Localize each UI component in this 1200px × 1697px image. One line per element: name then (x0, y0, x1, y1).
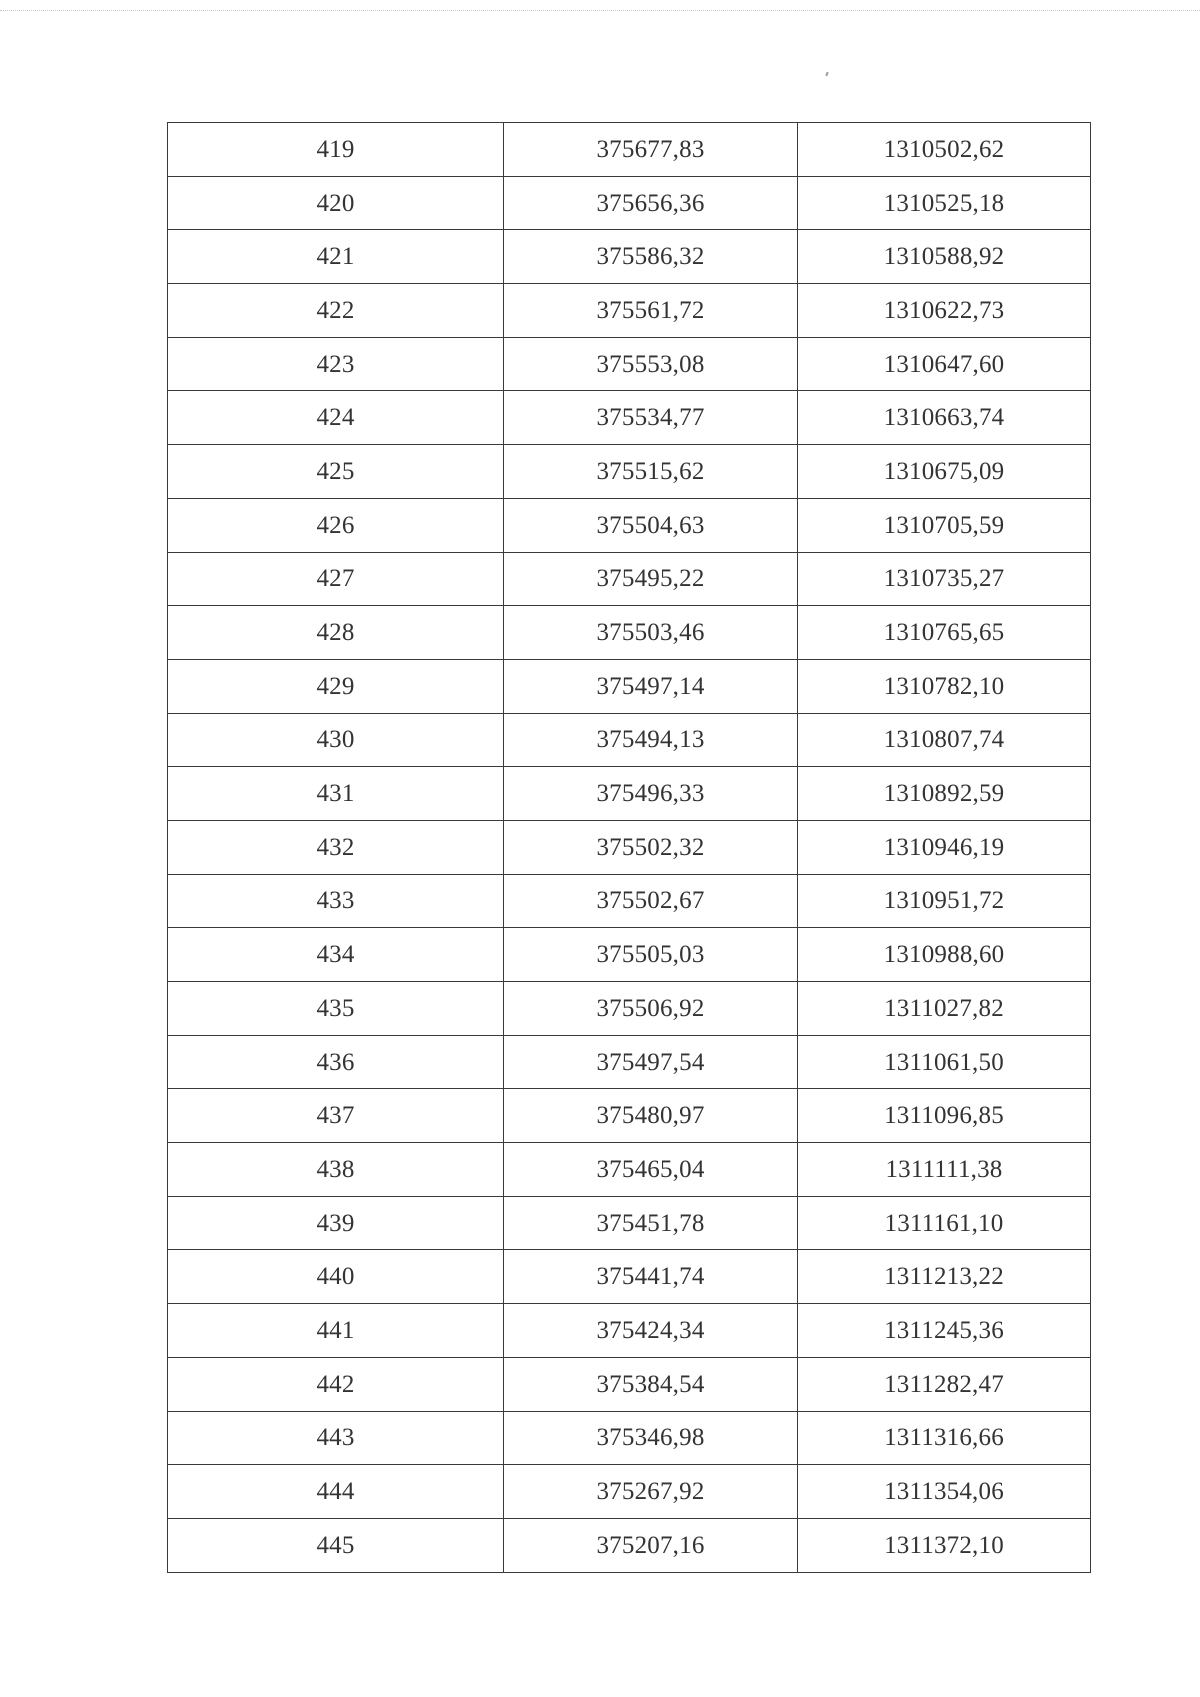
y-coordinate-cell: 1311213,22 (798, 1250, 1091, 1304)
x-coordinate-cell: 375497,54 (504, 1035, 798, 1089)
table-row (168, 552, 1091, 606)
x-coordinate-cell: 375502,67 (504, 874, 798, 928)
x-coordinate-cell: 375534,77 (504, 391, 798, 445)
table-row (168, 445, 1091, 499)
table-row (168, 1035, 1091, 1089)
table-row (168, 1143, 1091, 1197)
y-coordinate-cell: 1310946,19 (798, 820, 1091, 874)
x-coordinate-cell: 375505,03 (504, 928, 798, 982)
y-coordinate-cell: 1311061,50 (798, 1035, 1091, 1089)
point-number-cell: 445 (168, 1518, 504, 1572)
point-number-cell: 426 (168, 498, 504, 552)
point-number-cell: 442 (168, 1357, 504, 1411)
point-number-cell: 422 (168, 284, 504, 338)
point-number-cell: 424 (168, 391, 504, 445)
x-coordinate-cell: 375506,92 (504, 982, 798, 1036)
table-row (168, 1465, 1091, 1519)
y-coordinate-cell: 1311027,82 (798, 982, 1091, 1036)
y-coordinate-cell: 1311282,47 (798, 1357, 1091, 1411)
table-row (168, 123, 1091, 177)
x-coordinate-cell: 375346,98 (504, 1411, 798, 1465)
table-row (168, 1089, 1091, 1143)
point-number-cell: 425 (168, 445, 504, 499)
table-row (168, 1518, 1091, 1572)
x-coordinate-cell: 375515,62 (504, 445, 798, 499)
y-coordinate-cell: 1310892,59 (798, 767, 1091, 821)
point-number-cell: 439 (168, 1196, 504, 1250)
coordinates-table (167, 122, 1091, 1573)
point-number-cell: 419 (168, 123, 504, 177)
y-coordinate-cell: 1311354,06 (798, 1465, 1091, 1519)
y-coordinate-cell: 1311372,10 (798, 1518, 1091, 1572)
table-row (168, 498, 1091, 552)
table-row (168, 176, 1091, 230)
table-row (168, 713, 1091, 767)
x-coordinate-cell: 375451,78 (504, 1196, 798, 1250)
coordinates-table-body (168, 123, 1091, 1573)
point-number-cell: 427 (168, 552, 504, 606)
table-row (168, 337, 1091, 391)
table-row (168, 1304, 1091, 1358)
x-coordinate-cell: 375441,74 (504, 1250, 798, 1304)
point-number-cell: 437 (168, 1089, 504, 1143)
x-coordinate-cell: 375502,32 (504, 820, 798, 874)
y-coordinate-cell: 1311096,85 (798, 1089, 1091, 1143)
y-coordinate-cell: 1310705,59 (798, 498, 1091, 552)
y-coordinate-cell: 1310647,60 (798, 337, 1091, 391)
table-row (168, 928, 1091, 982)
table-row (168, 1357, 1091, 1411)
y-coordinate-cell: 1310951,72 (798, 874, 1091, 928)
scan-edge-line (0, 10, 1200, 11)
point-number-cell: 443 (168, 1411, 504, 1465)
point-number-cell: 420 (168, 176, 504, 230)
point-number-cell: 430 (168, 713, 504, 767)
y-coordinate-cell: 1311161,10 (798, 1196, 1091, 1250)
y-coordinate-cell: 1310663,74 (798, 391, 1091, 445)
point-number-cell: 423 (168, 337, 504, 391)
point-number-cell: 444 (168, 1465, 504, 1519)
table-row (168, 1196, 1091, 1250)
point-number-cell: 433 (168, 874, 504, 928)
y-coordinate-cell: 1311245,36 (798, 1304, 1091, 1358)
y-coordinate-cell: 1310735,27 (798, 552, 1091, 606)
table-row (168, 606, 1091, 660)
point-number-cell: 441 (168, 1304, 504, 1358)
y-coordinate-cell: 1311111,38 (798, 1143, 1091, 1197)
point-number-cell: 436 (168, 1035, 504, 1089)
table-row (168, 659, 1091, 713)
table-row (168, 1250, 1091, 1304)
x-coordinate-cell: 375384,54 (504, 1357, 798, 1411)
point-number-cell: 432 (168, 820, 504, 874)
x-coordinate-cell: 375504,63 (504, 498, 798, 552)
table-row (168, 767, 1091, 821)
x-coordinate-cell: 375586,32 (504, 230, 798, 284)
point-number-cell: 431 (168, 767, 504, 821)
y-coordinate-cell: 1310525,18 (798, 176, 1091, 230)
x-coordinate-cell: 375561,72 (504, 284, 798, 338)
x-coordinate-cell: 375424,34 (504, 1304, 798, 1358)
x-coordinate-cell: 375496,33 (504, 767, 798, 821)
table-row (168, 284, 1091, 338)
y-coordinate-cell: 1310502,62 (798, 123, 1091, 177)
y-coordinate-cell: 1310807,74 (798, 713, 1091, 767)
y-coordinate-cell: 1310588,92 (798, 230, 1091, 284)
x-coordinate-cell: 375497,14 (504, 659, 798, 713)
x-coordinate-cell: 375553,08 (504, 337, 798, 391)
table-row (168, 982, 1091, 1036)
y-coordinate-cell: 1310675,09 (798, 445, 1091, 499)
point-number-cell: 429 (168, 659, 504, 713)
table-row (168, 1411, 1091, 1465)
y-coordinate-cell: 1310782,10 (798, 659, 1091, 713)
point-number-cell: 428 (168, 606, 504, 660)
x-coordinate-cell: 375656,36 (504, 176, 798, 230)
x-coordinate-cell: 375677,83 (504, 123, 798, 177)
table-row (168, 230, 1091, 284)
y-coordinate-cell: 1311316,66 (798, 1411, 1091, 1465)
x-coordinate-cell: 375503,46 (504, 606, 798, 660)
table-row (168, 874, 1091, 928)
y-coordinate-cell: 1310765,65 (798, 606, 1091, 660)
x-coordinate-cell: 375465,04 (504, 1143, 798, 1197)
y-coordinate-cell: 1310988,60 (798, 928, 1091, 982)
point-number-cell: 438 (168, 1143, 504, 1197)
point-number-cell: 421 (168, 230, 504, 284)
point-number-cell: 435 (168, 982, 504, 1036)
point-number-cell: 440 (168, 1250, 504, 1304)
table-row (168, 820, 1091, 874)
x-coordinate-cell: 375495,22 (504, 552, 798, 606)
point-number-cell: 434 (168, 928, 504, 982)
scan-speck (825, 72, 828, 76)
table-row (168, 391, 1091, 445)
x-coordinate-cell: 375267,92 (504, 1465, 798, 1519)
x-coordinate-cell: 375480,97 (504, 1089, 798, 1143)
x-coordinate-cell: 375494,13 (504, 713, 798, 767)
y-coordinate-cell: 1310622,73 (798, 284, 1091, 338)
x-coordinate-cell: 375207,16 (504, 1518, 798, 1572)
